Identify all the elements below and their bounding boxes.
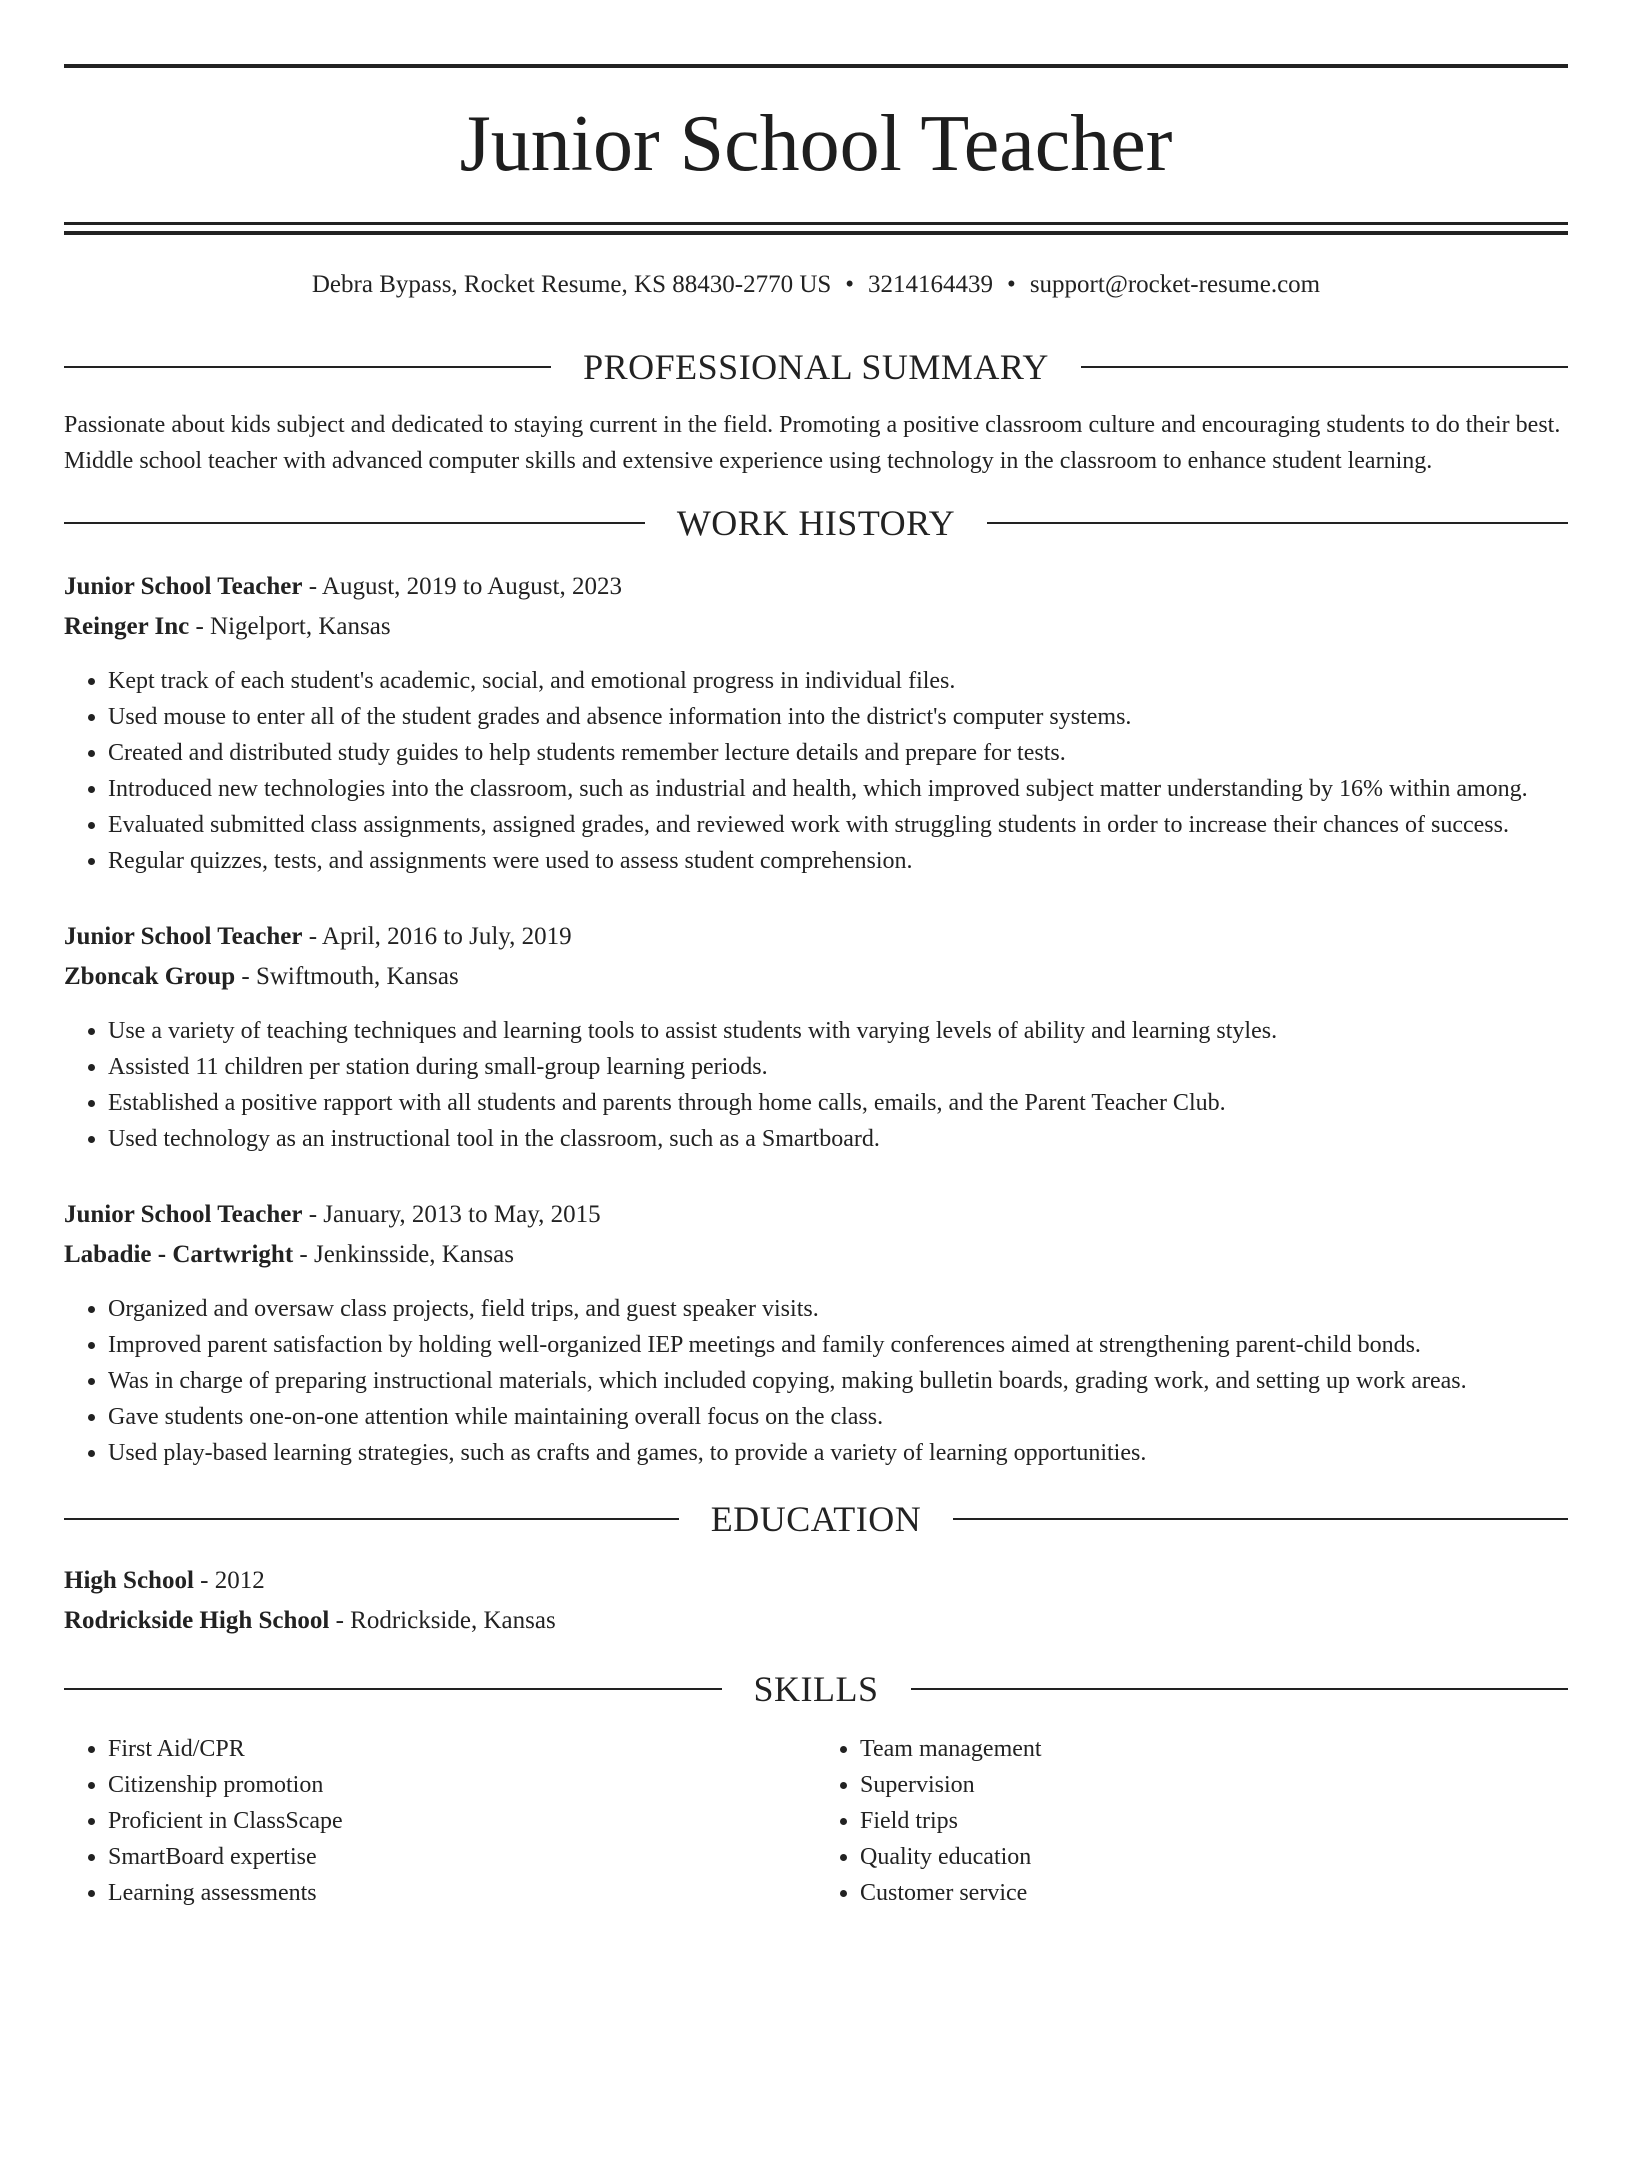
summary-text: Passionate about kids subject and dedicated to staying current in the field. Promoting a positive classroom culture and encouraging students to do their best. Middle school teacher with advanced computer skills and extensive experience using technology in the classroom to enhance student learning. [64,412,1561,474]
section-rule [1081,366,1568,368]
job-bullet: • Gave students one-on-one attention while maintaining overall focus on the class. [108,1399,1568,1435]
job-bullet: • Assisted 11 children per station during small-group learning periods. [108,1049,1568,1085]
job-company: Labadie - Cartwright [64,1241,294,1268]
resume-page [0,64,1632,2176]
job-title: Junior School Teacher [64,573,303,600]
skill-item: • Field trips [860,1803,1568,1839]
job-bullet: • Organized and oversaw class projects, field trips, and guest speaker visits. [108,1291,1568,1327]
education-degree: High School [64,1567,194,1594]
section-rule [64,1518,679,1520]
job-title-line [64,917,1568,957]
education-year: - 2012 [193,1567,265,1594]
job-bullet: • Evaluated submitted class assignments, assigned grades, and reviewed work with struggling students in order to increase their chances of success. [108,807,1568,843]
job-bullet: • Used play-based learning strategies, such as crafts and games, to provide a variety of learning opportunities. [108,1435,1568,1471]
job-entry [64,1195,1568,1471]
job-location: - Swiftmouth, Kansas [235,963,459,990]
section-title-summary: PROFESSIONAL SUMMARY [583,347,1049,387]
skills-grid [64,1731,1568,1911]
contact-line [64,269,1568,301]
skills-column-right [816,1731,1568,1911]
contact-phone: 3214164439 [868,271,994,298]
education-school: Rodrickside High School [64,1607,330,1634]
job-dates: - April, 2016 to July, 2019 [302,923,572,950]
education-location: - Rodrickside, Kansas [329,1607,556,1634]
section-rule [987,522,1568,524]
section-rule [64,522,645,524]
job-title: Junior School Teacher [64,1201,303,1228]
education-entry [64,1561,1568,1641]
education-school-line [64,1601,1568,1641]
education-degree-line [64,1561,1568,1601]
job-bullet: • Kept track of each student's academic, social, and emotional progress in individual files. [108,663,1568,699]
job-company-line [64,1235,1568,1275]
job-dates: - August, 2019 to August, 2023 [302,573,622,600]
skill-item: • Team management [860,1731,1568,1767]
job-bullet: • Established a positive rapport with all students and parents through home calls, emails, and the Parent Teacher Club. [108,1085,1568,1121]
job-bullet: • Introduced new technologies into the classroom, such as industrial and health, which improved subject matter understanding by 16% within among. [108,771,1568,807]
job-entry [64,917,1568,1157]
top-rule [64,64,1568,68]
section-header-work [64,501,1568,545]
skills-column-left [64,1731,816,1911]
section-rule [953,1518,1568,1520]
job-title-line [64,567,1568,607]
skill-item: • Quality education [860,1839,1568,1875]
job-company: Reinger Inc [64,613,190,640]
job-title: Junior School Teacher [64,923,303,950]
section-title-work: WORK HISTORY [676,503,956,543]
job-company-line [64,607,1568,647]
contact-separator: • [1007,271,1016,298]
section-title-education: EDUCATION [710,1499,922,1539]
skill-item: • Supervision [860,1767,1568,1803]
job-bullet: • Improved parent satisfaction by holding well-organized IEP meetings and family conferences aimed at strengthening parent-child bonds. [108,1327,1568,1363]
job-bullet: • Used mouse to enter all of the student grades and absence information into the district's computer systems. [108,699,1568,735]
contact-address: Debra Bypass, Rocket Resume, KS 88430-2770 US [311,271,832,298]
section-rule [64,1688,722,1690]
section-rule [911,1688,1569,1690]
job-location: - Nigelport, Kansas [189,613,391,640]
work-history-list [64,567,1568,1471]
contact-separator: • [845,271,855,298]
job-title-line [64,1195,1568,1235]
skill-item: • Customer service [860,1875,1568,1911]
job-bullets [64,1291,1568,1471]
skill-item: • Citizenship promotion [108,1767,816,1803]
job-company-line [64,957,1568,997]
job-bullet: • Created and distributed study guides to help students remember lecture details and prepare for tests. [108,735,1568,771]
skill-item: • First Aid/CPR [108,1731,816,1767]
job-bullets [64,663,1568,879]
title-double-rule [64,222,1568,235]
skill-item: • SmartBoard expertise [108,1839,816,1875]
section-title-skills: SKILLS [753,1669,879,1709]
job-company: Zboncak Group [64,963,236,990]
skill-item: • Learning assessments [108,1875,816,1911]
section-rule [64,366,551,368]
job-bullet: • Regular quizzes, tests, and assignments were used to assess student comprehension. [108,843,1568,879]
section-header-summary [64,345,1568,389]
section-header-education [64,1497,1568,1541]
job-bullet: • Used technology as an instructional tool in the classroom, such as a Smartboard. [108,1121,1568,1157]
job-dates: - January, 2013 to May, 2015 [302,1201,601,1228]
skill-item: • Proficient in ClassScape [108,1803,816,1839]
section-header-skills [64,1667,1568,1711]
resume-title: Junior School Teacher [459,100,1173,188]
job-bullet: • Was in charge of preparing instructional materials, which included copying, making bulletin boards, grading work, and setting up work areas. [108,1363,1568,1399]
job-bullet: • Use a variety of teaching techniques and learning tools to assist students with varying levels of ability and learning styles. [108,1013,1568,1049]
job-entry [64,567,1568,879]
job-bullets [64,1013,1568,1157]
job-location: - Jenkinsside, Kansas [293,1241,514,1268]
contact-email: support@rocket-resume.com [1029,271,1321,298]
